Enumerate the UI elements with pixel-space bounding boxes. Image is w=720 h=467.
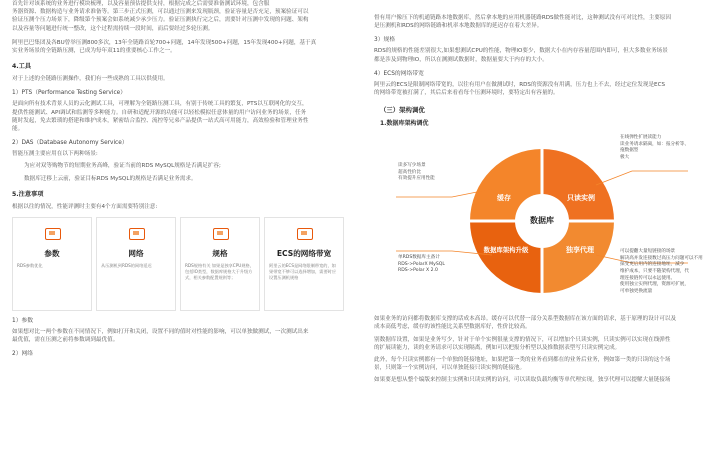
card-description: RDS规格有关 如果是独享CPU规格，包括IO类型，数据库规格大于升级方式，相关参数配置规则等； [185, 263, 254, 281]
arch-section-title: （三）架构调优 [380, 106, 425, 115]
right-column [374, 0, 710, 467]
note-line: 读业务请求隔离，如：报分析等、 [620, 141, 689, 147]
network-title: 2）网络 [12, 351, 34, 358]
note-line: 理连接链传可以永远使用。 [620, 275, 676, 281]
text-line: 阿里云的ECS是限制网络带宽的，以往有用户在做测试时，RDS的资源没有用满，压力也上不去，经过定位发现是ECS [374, 81, 666, 88]
quadrant-label-upgrade: 数据库架构升级 [483, 246, 529, 255]
card-description: RDS参数优化 [17, 263, 43, 269]
card-title: 规格 [212, 249, 228, 259]
text-line: 最优值，需在压测之前将参数调到最优值。 [12, 337, 119, 344]
note-proxy [620, 249, 708, 295]
notes-heading: 5.注意事项 [12, 190, 44, 198]
pts-title: 1）PTS（Performance Testing Service） [12, 90, 127, 97]
note-readonly [620, 135, 708, 161]
spec-paragraph [374, 47, 710, 63]
text-line: 都是涉及到物理IO，所以在测测试数据时，数据量要大于内存的大小。 [374, 56, 548, 63]
text-line: RDS的规格的性能差别很大,如果想测试CPU的性能，物理IO要少，数据大小在内存容量范围内即可，但大多数业务场景 [374, 48, 668, 55]
text-line: 是面向所有技术背景人员的云化测试工具，可理解为全链路压测工具，有别于传统工具的繁复，PTS以互联网化的交互， [12, 101, 308, 108]
das-item: 数据库迁移上云前，验证目标RDS MySQL的规格是否满足业务需求。 [24, 175, 197, 182]
note-line: 可以提翻大量短链接的场景 [620, 249, 676, 255]
text-line: 首先针对该系统的业务进行模块梳理，以及容量预估提供支持，根据完成之后需要准备测试环境，包含服 [12, 1, 270, 7]
spec-title: 3）规格 [374, 37, 396, 44]
text-line: 别数据库设置，如果是业务写少，针对于单个实例很量支撑的情况下，可以增加个只读实例，只读实例可以实现在线弹性 [374, 336, 671, 343]
note-line: 解决高并发连接数过高压力问题可以不用 [620, 255, 703, 261]
text-line: 此外，每个只读实例都有一个单独的链接地址，如果把第一类的业务看到都在的业务后业务，例如第一类的只读的这个场 [374, 357, 671, 364]
note-line: 探变更后用内的连接地址，减少 [620, 262, 685, 268]
intro-paragraph [12, 0, 344, 33]
card-description: 从压测机到RDS的网络延迟 [101, 263, 152, 269]
card-title: 网络 [128, 249, 144, 259]
text-line: 能。 [12, 126, 24, 133]
text-line: 随时发起，免去繁琐的搭建和维护成本，紧密结合监控、流控等兄弟产品提供一站式高可用能力，高效检验和管理业务性 [12, 117, 309, 124]
network-icon [123, 226, 149, 242]
text-line: 务器资源、数据构造与业务请求准备等。第三步正式压测，可以通过压测来发现瓶颈，验证容量是否充足，预案验证可以 [12, 9, 309, 16]
parameter-icon [39, 226, 65, 242]
notes-cards [12, 217, 344, 311]
text-line: 如果想对比一两个参数在不同情况下，例如打开和关闭，设置不同的值时对性能的影响，可以单独做测试，一次测试出来 [12, 329, 309, 336]
param-title: 1）参数 [12, 318, 34, 325]
text-line: 的网络带宽被打满了，其后后来看看每个压测环境时，要特定出有容量的。 [374, 90, 559, 97]
center-label-database: 数据库 [530, 216, 554, 226]
tools-intro: 对于上述的全链路压测操作，我们有一些成熟的工具以供使用。 [12, 76, 169, 83]
text-line: 成本高低考虑，缓存的该性能比关系型数据库好，性价比较高。 [374, 324, 531, 331]
card-title: 参数 [44, 249, 60, 259]
note-line: RDS->PolarX MySQL [398, 261, 445, 267]
text-line: 景，只则第一个实例访问，可以单独链接只读实例的链接池。 [374, 365, 526, 372]
after-diagram-paragraph [374, 315, 710, 384]
das-intro: 智能压测主要应用在以下两种场景: [12, 151, 98, 158]
note-line: 可单独更换流量 [620, 288, 653, 294]
ecs-title: 4）ECS的网络带宽 [374, 70, 424, 77]
text-line: 的扩展读能力，读的业务请求可以实现隔离，例如可以把报分析型以及推数据表型写只读实例完成。 [374, 344, 621, 351]
das-title: 2）DAS（Database Autonomy Service） [12, 140, 128, 147]
text-line: 如果业务的访问都将数据库支撑的话成本高昂。缓存可以代替一部分关系型数据库在该方面的请求，基于原理的设计可以及 [374, 316, 677, 323]
text-line: 以及容量等问题进行统一整改，这个过程需持续一段时间，而后要经过多轮压测。 [12, 25, 214, 32]
text-line: 实业务场景的全链路压测，已成为每年双11的重要核心工作之一。 [12, 48, 176, 55]
card-title: ECS的网络带宽 [276, 249, 332, 259]
text-line: 阿里巴巴集团及各BU曾举压测800多次，13年全链路首轮700+问题，14年发现500+问题，15年发现400+问题，基于真 [12, 39, 317, 46]
note-upgrade [398, 255, 482, 275]
note-cache [398, 163, 482, 183]
note-line: 极大 [620, 155, 630, 160]
arch-subsection-title: 1.数据库架构调优 [380, 120, 429, 128]
ecs-paragraph [374, 81, 710, 97]
quadrant-label-cache: 缓存 [497, 194, 511, 203]
card-spec [180, 217, 260, 311]
param-paragraph [12, 328, 344, 344]
note-line: RDS->Polar X 2.0 [398, 268, 438, 274]
text-line: 如果要是想从整个编版来控制主实例和只读实例的访问，可以读取负载均衡等单代理实现，独享代理可以提解大量链接场 [374, 377, 671, 384]
quadrant-label-proxy: 独享代理 [566, 246, 594, 255]
tools-heading: 4.工具 [12, 63, 32, 71]
note-line: 在线弹性扩展读能力 [620, 135, 662, 141]
left-column [12, 0, 344, 467]
notes-intro: 根据以往的情况，性能评测时主要有4个方面需要特别注意: [12, 203, 158, 210]
architecture-diagram [374, 133, 710, 309]
history-paragraph [12, 39, 344, 55]
text-line: 督有用户像压下的机通链路本地数据库，然后拿本地的应用机器链路RDS做性能对比，这种测试没有可对比性，主要原因 [374, 15, 672, 21]
das-item: 为应对双等购物节的短期业务高峰，验证当前的RDS MySQL规格是否满足扩容; [24, 163, 221, 170]
card-ecs-bandwidth [264, 217, 344, 311]
note-line: 有效提升应用性能 [398, 176, 435, 182]
text-line: 提供性能测试、API调试和监测等多种能力。自研和适配开源的功能可以轻松模拟任意体量的用户访问业务的场景，任务 [12, 109, 307, 116]
note-line: 单RDS数据库主备计 [398, 255, 440, 261]
text-line: 是压测机和RDS的网络链路和机率本地数据库的延迟存在着大差异。 [374, 23, 543, 30]
pts-paragraph [12, 100, 344, 133]
card-description: 阿里云的ECS是网络限制带宽的，如果带宽不够可以选择增加，需要时应设置压测机规格 [269, 263, 337, 281]
card-parameters [12, 217, 92, 311]
text-line: 验证压测个压力场景下，降级第个预案会如系统减少承少压力。验证压测执行完之后，需要针对压测中发现的问题、架构 [12, 17, 309, 24]
network-paragraph [374, 14, 710, 30]
card-network [96, 217, 176, 311]
quadrant-label-readonly: 只读实例 [567, 194, 595, 203]
connector-line [596, 171, 688, 185]
note-line: 拖数据型 [620, 148, 639, 154]
note-line: 读多写少场景 [398, 163, 426, 169]
note-line: 维护成本，只要不随架构代理，代 [620, 269, 689, 274]
note-line: 超高性价比 [398, 169, 421, 175]
spec-icon [207, 226, 233, 242]
note-line: 使用独立实例代理，资源可扩展， [620, 282, 689, 288]
ecs-icon [291, 226, 317, 242]
